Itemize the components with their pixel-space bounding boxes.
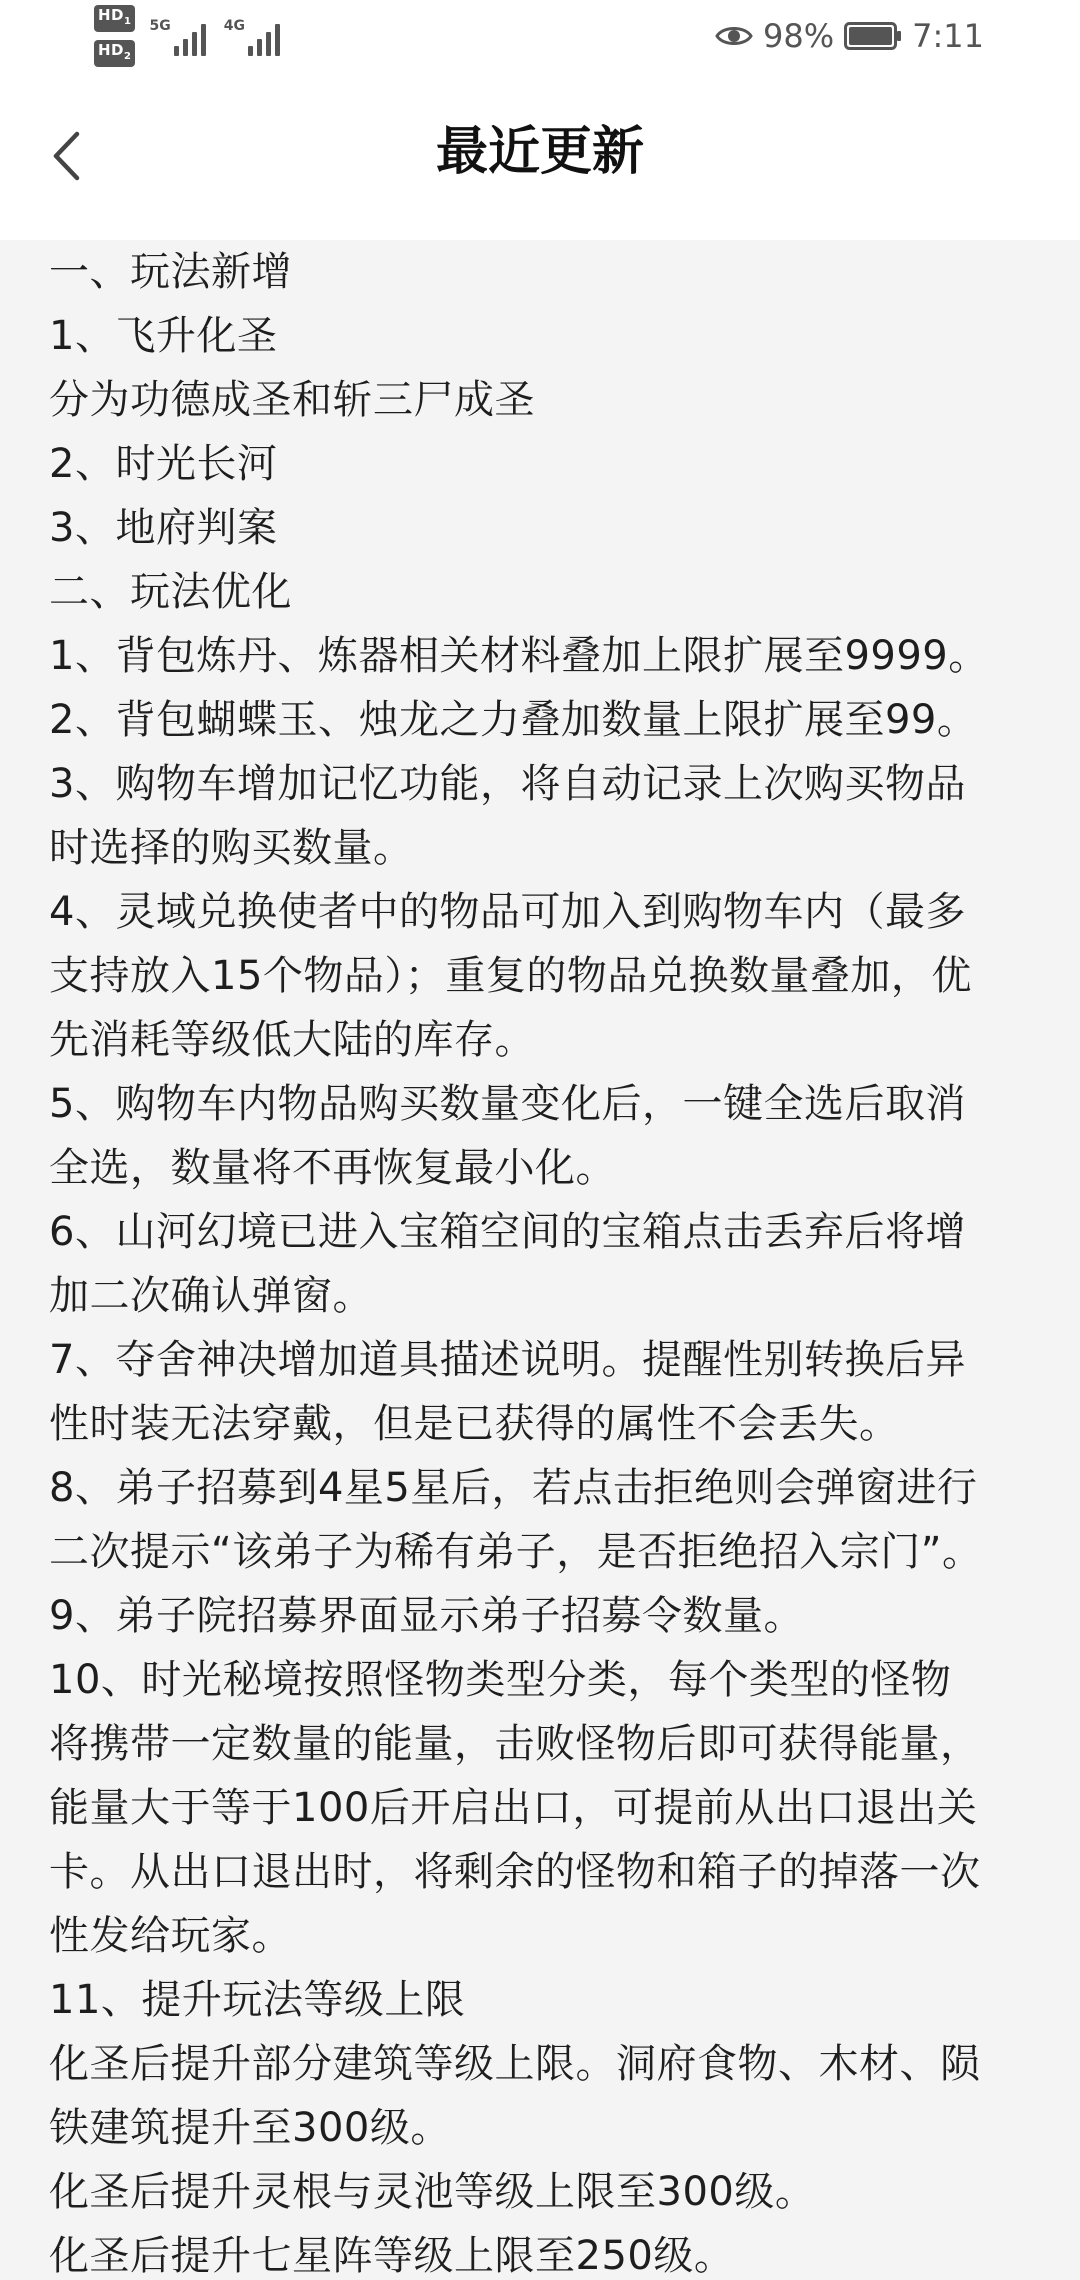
update-line: 3、购物车增加记忆功能，将自动记录上次购买物品	[49, 761, 966, 807]
update-line: 全选，数量将不再恢复最小化。	[49, 1145, 616, 1191]
signal-5g	[149, 16, 205, 56]
page-title: 最近更新	[435, 122, 644, 182]
update-line: 7、夺舍神决增加道具描述说明。提醒性别转换后异	[49, 1337, 966, 1383]
update-line: 二、玩法优化	[49, 569, 292, 615]
update-line: 2、时光长河	[49, 441, 278, 487]
update-line: 分为功德成圣和斩三尸成圣	[49, 377, 535, 423]
status-bar-right	[715, 6, 984, 66]
update-line: 将携带一定数量的能量，击败怪物后即可获得能量，	[49, 1721, 981, 1767]
signal-icon-2	[248, 22, 280, 56]
update-line: 5、购物车内物品购买数量变化后，一键全选后取消	[49, 1081, 966, 1127]
battery-percent: 98%	[763, 17, 835, 55]
update-line: 一、玩法新增	[49, 249, 292, 295]
update-line: 性时装无法穿戴，但是已获得的属性不会丢失。	[49, 1401, 900, 1447]
update-line: 性发给玩家。	[49, 1913, 292, 1959]
update-line: 化圣后提升灵根与灵池等级上限至300级。	[49, 2169, 816, 2215]
hd-badge-1	[94, 5, 135, 32]
update-line: 9、弟子院招募界面显示弟子招募令数量。	[49, 1593, 804, 1639]
hd-badges	[94, 5, 135, 67]
update-line: 4、灵域兑换使者中的物品可加入到购物车内（最多	[49, 889, 966, 935]
update-line: 8、弟子招募到4星5星后，若点击拒绝则会弹窗进行	[49, 1465, 978, 1511]
update-line: 支持放入15个物品）；重复的物品兑换数量叠加，优	[49, 953, 972, 999]
update-content[interactable]	[0, 240, 1080, 2280]
hd-badge-2-sub: 2	[124, 51, 132, 62]
update-line: 10、时光秘境按照怪物类型分类，每个类型的怪物	[49, 1657, 952, 1703]
update-text	[49, 240, 1039, 2280]
update-line: 能量大于等于100后开启出口，可提前从出口退出关	[49, 1785, 978, 1831]
clock: 7:11	[912, 17, 984, 55]
hd-badge-1-label: HD	[98, 6, 125, 24]
status-bar-left	[94, 6, 298, 66]
hd-badge-2-label: HD	[98, 41, 125, 59]
eye-icon	[715, 23, 753, 49]
net-label-5g: 5G	[149, 18, 171, 34]
update-line: 3、地府判案	[49, 505, 278, 551]
update-line: 卡。从出口退出时，将剩余的怪物和箱子的掉落一次	[49, 1849, 981, 1895]
update-line: 1、飞升化圣	[49, 313, 278, 359]
battery-icon	[844, 22, 902, 50]
update-line: 1、背包炼丹、炼器相关材料叠加上限扩展至9999。	[49, 633, 989, 679]
update-line: 6、山河幻境已进入宝箱空间的宝箱点击丢弃后将增	[49, 1209, 966, 1255]
update-line: 时选择的购买数量。	[49, 825, 414, 871]
update-line: 化圣后提升部分建筑等级上限。洞府食物、木材、陨	[49, 2041, 981, 2087]
app-header	[0, 72, 1080, 240]
net-label-4g: 4G	[223, 18, 245, 34]
hd-badge-1-sub: 1	[124, 16, 132, 27]
signal-4g	[224, 16, 280, 56]
signal-icon	[174, 22, 206, 56]
update-line: 先消耗等级低大陆的库存。	[49, 1017, 535, 1063]
update-line: 加二次确认弹窗。	[49, 1273, 373, 1319]
update-line: 化圣后提升七星阵等级上限至250级。	[49, 2233, 735, 2279]
status-bar	[0, 0, 1080, 72]
update-line: 2、背包蝴蝶玉、烛龙之力叠加数量上限扩展至99。	[49, 697, 978, 743]
update-line: 二次提示“该弟子为稀有弟子，是否拒绝招入宗门”。	[49, 1529, 983, 1575]
hd-badge-2	[94, 40, 135, 67]
update-line: 11、提升玩法等级上限	[49, 1977, 466, 2023]
update-line: 铁建筑提升至300级。	[49, 2105, 451, 2151]
